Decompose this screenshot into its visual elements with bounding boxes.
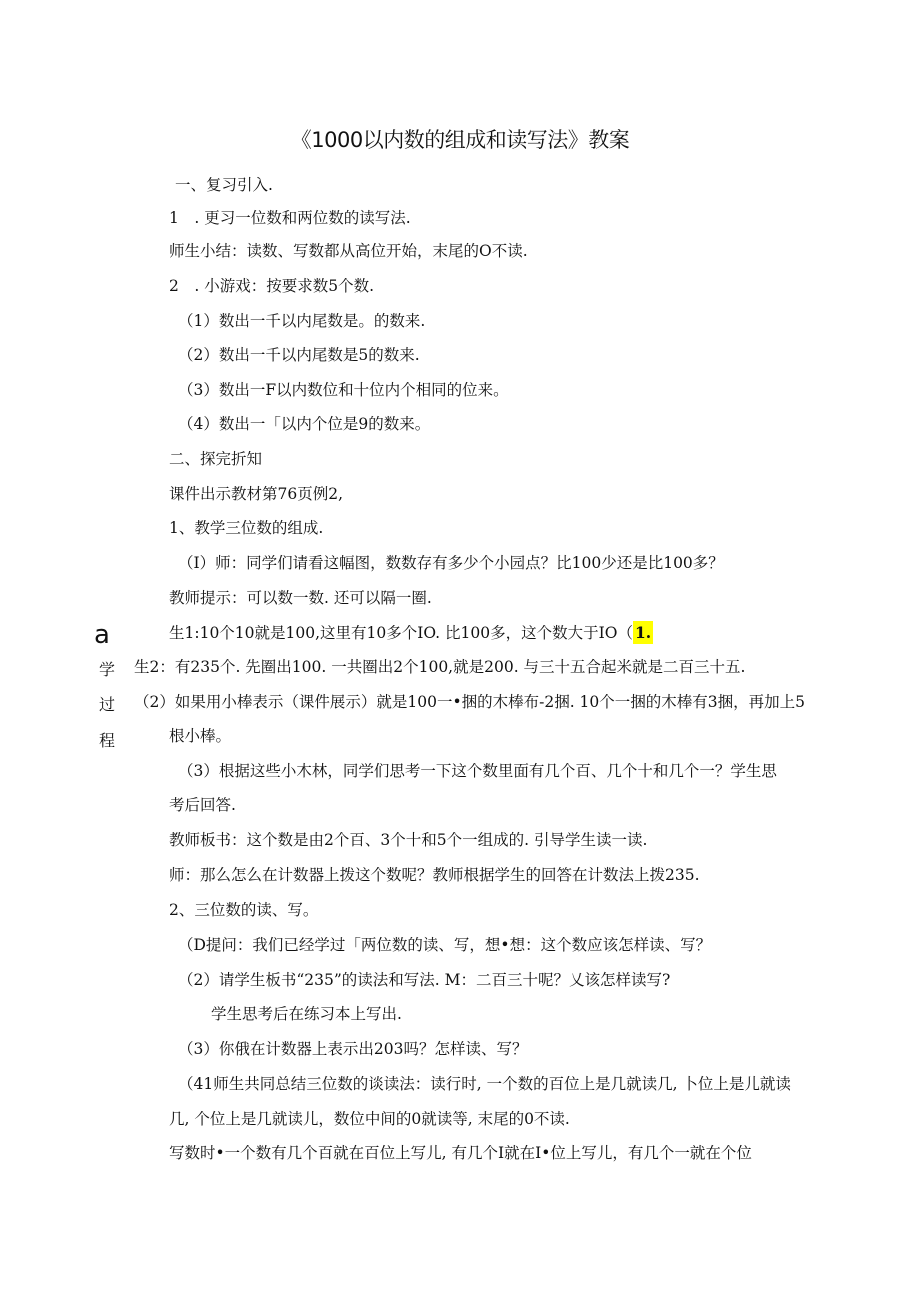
text-line: 几, 个位上是几就读儿，数位中间的0就读等, 末尾的0不读. xyxy=(169,1110,570,1128)
text-line: （2）请学生板书“235”的读法和写法. M：二百三十呢？乂该怎样读写? xyxy=(178,971,671,989)
margin-label: 学 xyxy=(99,660,116,679)
text-line: 1、教学三位数的组成. xyxy=(169,519,324,537)
text-line: 一、复习引入. xyxy=(175,176,273,194)
text-line: 二、探完折知 xyxy=(169,450,263,468)
text-line: 教师提示：可以数一数. 还可以隔一圈. xyxy=(169,589,432,607)
margin-label: 程 xyxy=(99,731,116,750)
text-line: （4）数出一「以内个位是9的数来。 xyxy=(178,415,431,433)
text-line: 学生思考后在练习本上写出. xyxy=(211,1005,402,1023)
text-line: 根小棒。 xyxy=(169,727,232,745)
text-line: 教师板书：这个数是由2个百、3个十和5个一组成的. 引导学生读一读. xyxy=(169,831,648,849)
text-line: （3）根据这些小木林，同学们思考一下这个数里面有几个百、几个十和几个一？学生思 xyxy=(178,762,777,780)
text-line-body: 生1:10个10就是100,这里有10多个IO. 比100多，这个数大于IO（ xyxy=(169,624,633,642)
text-line: （1）数出一千以内尾数是。的数来. xyxy=(178,312,426,330)
text-line: 课件出示教材第76页例2, xyxy=(169,485,344,503)
text-line: 写数时•一个数有几个百就在百位上写儿, 有几个I就在I•位上写儿，有几个一就在个位 xyxy=(169,1144,752,1162)
text-line: （41师生共同总结三位数的谈读法：读行时, 一个数的百位上是几就读几, 卜位上是儿就读 xyxy=(178,1075,791,1093)
text-line: （3）数出一F以内数位和十位内个相同的位来。 xyxy=(178,381,509,399)
text-line: 2、三位数的读、写。 xyxy=(169,901,319,919)
margin-label: 过 xyxy=(99,695,116,714)
text-line: （3）你俄在计数器上表示出203吗？怎样读、写？ xyxy=(178,1040,528,1058)
text-line: 1 . 更习一位数和两位数的读写法. xyxy=(169,209,411,227)
text-line xyxy=(169,623,653,643)
text-line: （2）如果用小棒表示（课件展示）就是100一•捆的木棒布-2捆. 10个一捆的木棒有3捆，再加上5 xyxy=(134,693,805,711)
text-line: 生2：有235个. 先圈出100. 一共圈出2个100,就是200. 与三十五合起米就是二百三十五. xyxy=(134,658,746,676)
margin-letter: a xyxy=(94,620,110,650)
document-title: 《1000以内数的组成和读写法》教案 xyxy=(290,128,630,152)
highlighted-text: 1. xyxy=(634,623,652,642)
text-line: 师：那么怎么在计数器上拨这个数呢？教师根据学生的回答在计数法上拨235. xyxy=(169,866,700,884)
text-line: （I）师：同学们请看这幅图，数数存有多少个小园点？比100少还是比100多？ xyxy=(178,554,724,572)
text-line: 2 . 小游戏：按要求数5个数. xyxy=(169,277,375,295)
text-line: 考后回答. xyxy=(169,796,236,814)
text-line: （2）数出一千以内尾数是5的数来. xyxy=(178,346,420,364)
text-line: （D提问：我们已经学过「两位数的读、写，想•想：这个数应该怎样读、写？ xyxy=(178,936,712,954)
text-line: 师生小结：读数、写数都从高位开始，末尾的O不读. xyxy=(169,242,528,260)
